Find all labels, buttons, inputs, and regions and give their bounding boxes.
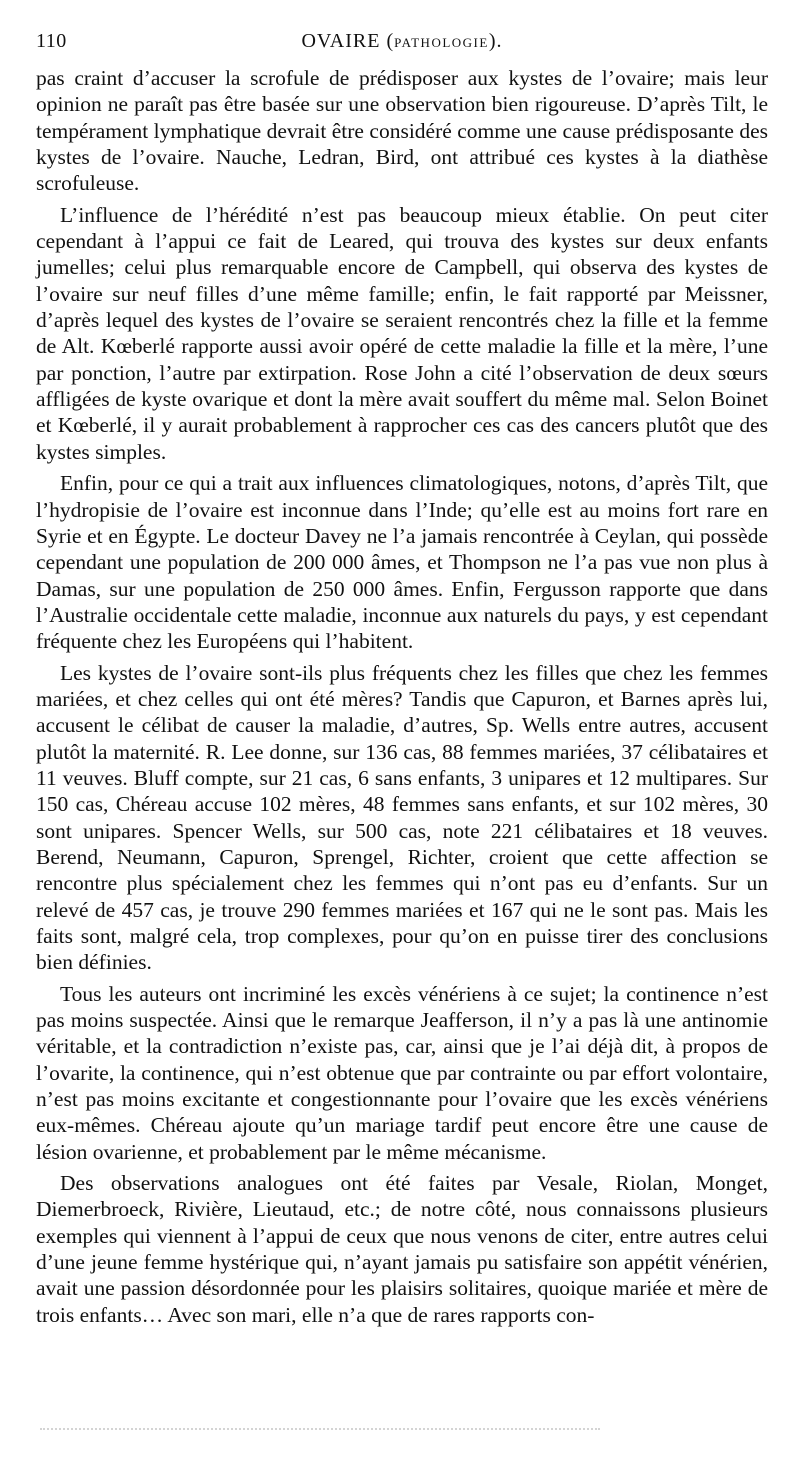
scan-artifact-line [40,1428,600,1432]
paragraph-marital-status: Les kystes de l’ovaire sont-ils plus fréquents chez les filles que chez les femmes mariées, et chez celles qui ont été mères? Tandis que Capuron, et Barnes après lui, accusent le célibat de causer la maladie, d’autres, Sp. Wells entre autres, accusent plutôt la maternité. R. Lee donne, sur 136 cas, 88 femmes mariées, 37 célibataires et 11 veuves. Bluff compte, sur 21 cas, 6 sans enfants, 3 unipares et 12 multipares. Sur 150 cas, Chéreau accuse 102 mères, 48 femmes sans enfants, et sur 102 mères, 30 sont unipares. Spencer Wells, sur 500 cas, note 221 célibataires et 18 veuves. Berend, Neumann, Capuron, Sprengel, Richter, croient que cette affection se rencontre plus spécialement chez les femmes qui n’ont pas eu d’enfants. Sur un relevé de 457 cas, je trouve 290 femmes mariées et 167 qui ne le sont pas. Mais les faits sont, malgré cela, trop complexes, pour qu’on en puisse tirer des conclusions bien définies. [36,660,768,975]
running-head-subtitle: PATHOLOGIE [394,35,489,50]
paragraph-continence: Tous les auteurs ont incriminé les excès vénériens à ce sujet; la continence n’est pas moins suspectée. Ainsi que le remarque Jeafferson, il n’y a pas là une antinomie véritable, et la contradiction n’existe pas, car, ainsi que je l’ai déjà dit, à propos de l’ovarite, la continence, qui n’est obtenue que par contrainte ou par effort volontaire, n’est pas moins excitante et congestionnante pour l’ovaire que les excès vénériens eux-mêmes. Chéreau ajoute qu’un mariage tardif peut encore être une cause de lésion ovarienne, et probablement par le même mécanisme. [36,981,768,1164]
page-number: 110 [36,30,67,52]
running-head-close: ). [488,30,503,52]
running-head-title: OVAIRE [301,30,381,52]
running-head-open: ( [380,30,395,52]
paragraph-heredity: L’influence de l’hérédité n’est pas beaucoup mieux établie. On peut citer cependant à l’appui ce fait de Leared, qui trouva des kystes sur deux enfants jumelles; celui plus remarquable encore de Campbell, qui observa des kystes de l’ovaire sur neuf filles d’une même famille; enfin, le fait rapporté par Meissner, d’après lequel des kystes de l’ovaire se seraient rencontrés chez la fille et la femme de Alt. Kœberlé rapporte aussi avoir opéré de cette maladie la fille et la mère, l’une par ponction, l’autre par extirpation. Rose John a cité l’observation de deux sœurs affligées de kyste ovarique et dont la mère avait souffert du même mal. Selon Boinet et Kœberlé, il y aurait probablement à rapprocher ces cas des cancers plutôt que des kystes simples. [36,202,768,464]
body-text [36,65,768,1333]
paragraph-observations: Des observations analogues ont été faites par Vesale, Riolan, Monget, Diemerbroeck, Rivière, Lieutaud, etc.; de notre côté, nous connaissons plusieurs exemples qui viennent à l’appui de ceux que nous venons de citer, entre autres celui d’une jeune femme hystérique qui, n’ayant jamais pu satisfaire son appétit vénérien, avait une passion désordonnée pour les plaisirs solitaires, quoique mariée et mère de trois enfants… Avec son mari, elle n’a que de rares rapports con- [36,1171,768,1327]
paragraph-climate: Enfin, pour ce qui a trait aux influences climatologiques, notons, d’après Tilt, que l’hydropisie de l’ovaire est inconnue dans l’Inde; qu’elle est au moins fort rare en Syrie et en Égypte. Le docteur Davey ne l’a jamais rencontrée à Ceylan, qui possède cependant une population de 200 000 âmes, et Thompson ne l’a pas vue non plus à Damas, sur une population de 250 000 âmes. Enfin, Fergusson rapporte que dans l’Australie occidentale cette maladie, inconnue aux naturels du pays, y est cependant fréquente chez les Européens qui l’habitent. [36,471,768,654]
page-header [36,30,768,62]
paragraph-scrofula: pas craint d’accuser la scrofule de prédisposer aux kystes de l’ovaire; mais leur opinion ne paraît pas être basée sur une observation bien rigoureuse. D’après Tilt, le tempérament lymphatique devrait être considéré comme une cause prédisposante des kystes de l’ovaire. Nauche, Ledran, Bird, ont attribué ces kystes à la diathèse scrofuleuse. [36,66,768,196]
running-head [36,30,768,53]
